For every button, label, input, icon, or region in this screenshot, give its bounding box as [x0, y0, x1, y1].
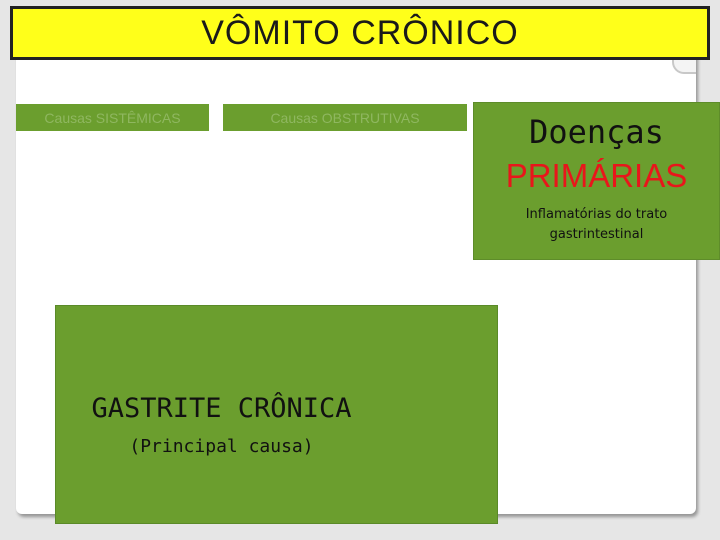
- slide-title: VÔMITO CRÔNICO: [201, 13, 519, 52]
- gastrite-subtitle: (Principal causa): [129, 435, 314, 457]
- box-doencas-primarias: [473, 102, 720, 260]
- primarias-label: PRIMÁRIAS: [505, 157, 688, 194]
- box-gastrite-cronica: [55, 305, 498, 524]
- gastrite-title: GASTRITE CRÔNICA: [91, 392, 352, 424]
- box-causas-obstrutivas: [223, 104, 467, 131]
- title-banner: [10, 6, 710, 60]
- box-causas-sistemicas: [16, 104, 209, 131]
- box-causas-obstrutivas-label: Causas OBSTRUTIVAS: [270, 109, 420, 126]
- primarias-subtitle: Inflamatórias do trato gastrintestinal: [525, 207, 668, 242]
- box-causas-sistemicas-label: Causas SISTÊMICAS: [44, 109, 181, 126]
- doencas-label: Doenças: [529, 113, 664, 151]
